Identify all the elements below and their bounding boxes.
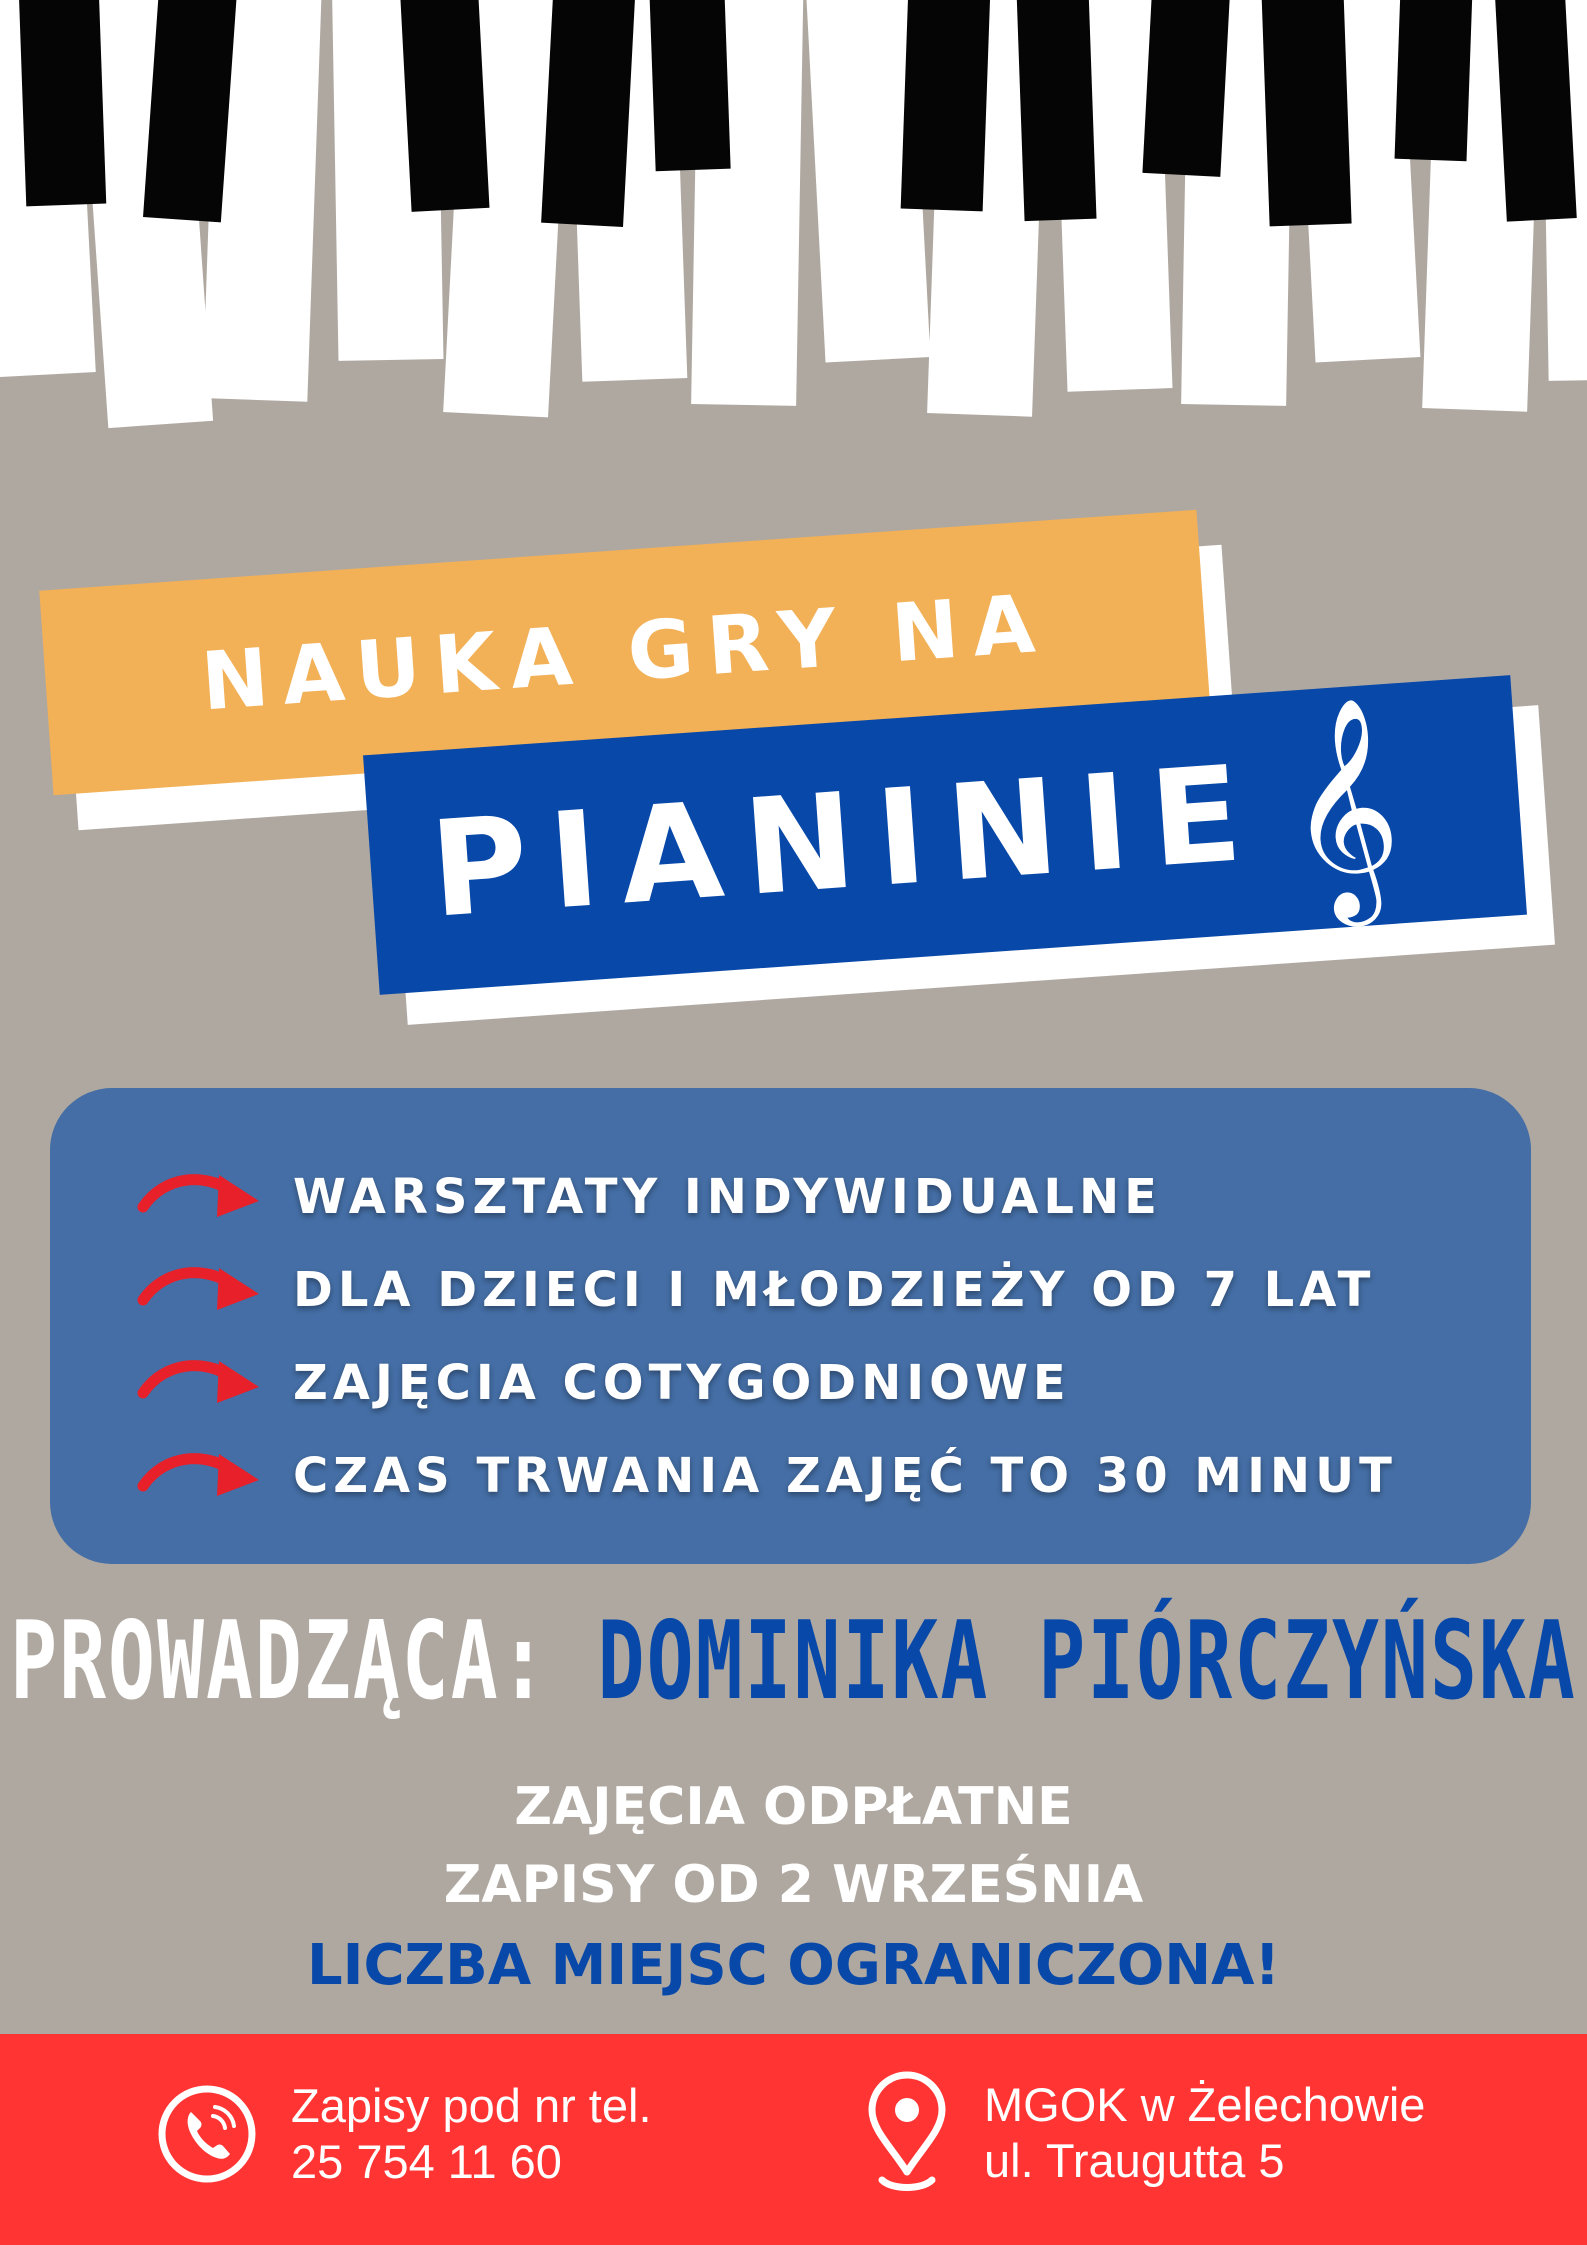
info-item-text: CZAS TRWANIA ZAJĘĆ TO 30 MINUT xyxy=(293,1447,1397,1504)
phone-contact xyxy=(155,2078,652,2190)
info-item-text: ZAJĘCIA COTYGODNIOWE xyxy=(293,1354,1071,1411)
title-line-2: PIANINIE xyxy=(425,735,1268,948)
location-contact xyxy=(862,2068,1425,2198)
info-item xyxy=(135,1336,1397,1429)
arrow-icon xyxy=(135,1167,263,1227)
location-pin-icon xyxy=(862,2068,952,2198)
arrow-icon xyxy=(135,1353,263,1413)
phone-number[interactable]: 25 754 11 60 xyxy=(291,2135,562,2188)
instructor-label: PROWADZĄCA: xyxy=(10,1600,598,1725)
limited-places-note: LICZBA MIEJSC OGRANICZONA! xyxy=(306,1933,1281,1998)
piano-black-key xyxy=(1015,0,1096,221)
info-list xyxy=(135,1150,1397,1522)
piano-black-key xyxy=(541,0,637,227)
venue-address: ul. Traugutta 5 xyxy=(984,2134,1285,2187)
piano-black-key xyxy=(1395,0,1474,161)
arrow-icon xyxy=(135,1260,263,1320)
notes xyxy=(0,1768,1587,2008)
paid-note: ZAJĘCIA ODPŁATNE xyxy=(514,1777,1073,1837)
piano-black-key xyxy=(1142,0,1231,177)
info-item-text: WARSZTATY INDYWIDUALNE xyxy=(293,1168,1162,1225)
phone-icon xyxy=(155,2082,259,2186)
phone-caption: Zapisy pod nr tel. xyxy=(291,2079,652,2132)
piano-black-key xyxy=(1260,0,1351,226)
piano-black-key xyxy=(901,0,992,211)
footer xyxy=(0,2034,1587,2245)
info-item xyxy=(135,1243,1397,1336)
info-item-text: DLA DZIECI I MŁODZIEŻY OD 7 LAT xyxy=(293,1261,1376,1318)
venue-name: MGOK w Żelechowie xyxy=(984,2078,1426,2131)
enrollment-note: ZAPISY OD 2 WRZEŚNIA xyxy=(443,1855,1144,1915)
location-contact-text xyxy=(984,2077,1425,2189)
title-line-1: NAUKA GRY NA xyxy=(198,576,1052,729)
piano-black-key xyxy=(1493,0,1577,222)
instructor-name: DOMINIKA PIÓRCZYŃSKA xyxy=(597,1600,1577,1725)
piano-black-key xyxy=(399,0,490,212)
piano-black-key xyxy=(18,0,107,206)
arrow-icon xyxy=(135,1446,263,1506)
instructor-line xyxy=(0,1600,1587,1724)
phone-contact-text xyxy=(291,2078,652,2190)
piano-black-key xyxy=(648,0,730,171)
info-item xyxy=(135,1150,1397,1243)
treble-clef-icon: 𝄞 xyxy=(1278,692,1407,921)
info-box xyxy=(50,1088,1531,1564)
piano-keys-graphic xyxy=(0,0,1587,440)
info-item xyxy=(135,1429,1397,1522)
